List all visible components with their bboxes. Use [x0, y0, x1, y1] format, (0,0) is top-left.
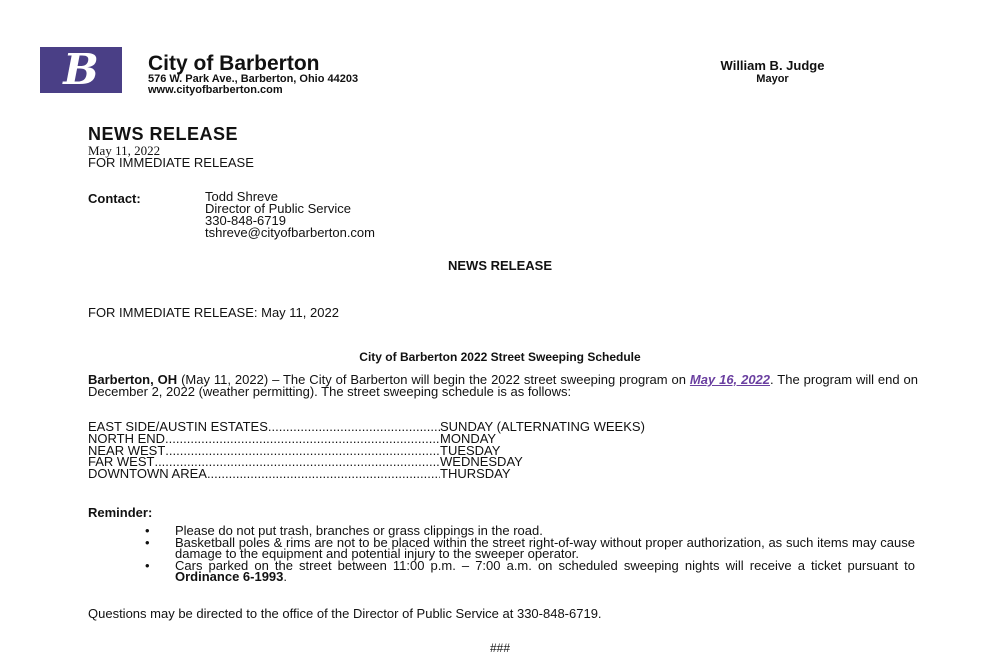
org-website: www.cityofbarberton.com	[148, 84, 283, 96]
list-item	[145, 557, 915, 584]
reminder-text: Basketball poles & rims are not to be placed within the street right-of-way without proper authorization, as such items may cause damage to the equipment and potential injury to the sweeper operator.	[175, 534, 915, 561]
release-immediate: FOR IMMEDIATE RELEASE	[88, 155, 254, 170]
contact-title: Director of Public Service	[205, 201, 351, 216]
schedule-area: EAST SIDE/AUSTIN ESTATES	[88, 421, 268, 433]
schedule-title: City of Barberton 2022 Street Sweeping Schedule	[359, 350, 641, 364]
reminder-text: Cars parked on the street between 11:00 p.m. – 7:00 a.m. on scheduled sweeping nights will receive a ticket pursuant to	[175, 557, 915, 573]
logo-letter: B	[63, 45, 99, 94]
schedule-day: THURSDAY	[440, 466, 511, 482]
schedule-area: NORTH END	[88, 432, 166, 445]
mayor-title: Mayor	[756, 73, 789, 85]
schedule-list	[88, 421, 645, 480]
end-mark: ###	[489, 641, 511, 655]
mayor-name: William B. Judge	[720, 58, 825, 73]
org-name: City of Barberton	[148, 52, 320, 75]
release-date: May 11, 2022	[88, 143, 161, 158]
contact-block	[205, 191, 375, 239]
schedule-area: DOWNTOWN AREA	[88, 468, 207, 480]
questions-line: Questions may be directed to the office of the Director of Public Service at 330-848-6719.	[88, 606, 602, 621]
list-item	[145, 534, 915, 561]
contact-phone: 330-848-6719	[205, 213, 286, 228]
org-address: 576 W. Park Ave., Barberton, Ohio 44203	[148, 73, 359, 85]
reminder-text: Please do not put trash, branches or grass clippings in the road.	[175, 523, 543, 538]
schedule-row	[88, 468, 645, 480]
schedule-row	[88, 442, 645, 458]
contact-email: tshreve@cityofbarberton.com	[205, 225, 375, 240]
contact-name: Todd Shreve	[205, 189, 278, 204]
release-line: FOR IMMEDIATE RELEASE: May 11, 2022	[88, 305, 339, 320]
bullet-icon: •	[145, 557, 150, 573]
schedule-day: TUESDAY	[440, 442, 501, 458]
schedule-day: MONDAY	[440, 430, 497, 446]
start-date-link[interactable]: May 16, 2022	[689, 372, 771, 387]
bullet-icon: •	[145, 523, 150, 538]
intro-paragraph	[88, 374, 918, 397]
ordinance-ref: Ordinance 6-1993	[175, 569, 284, 584]
contact-label: Contact:	[88, 191, 141, 206]
intro-text-2: . The program will end on December 2, 2022 (weather permitting). The street sweeping schedule is as follows:	[88, 372, 918, 399]
intro-text-1: (May 11, 2022) – The City of Barberton will begin the 2022 street sweeping program on	[177, 372, 690, 387]
schedule-row	[88, 430, 645, 446]
release-heading: NEWS RELEASE	[88, 124, 239, 144]
reminder-text-end: .	[283, 569, 288, 584]
schedule-row	[88, 456, 645, 468]
intro-lead: Barberton, OH	[88, 372, 178, 387]
bullet-icon: •	[145, 534, 150, 550]
reminder-label: Reminder:	[88, 505, 153, 520]
schedule-area: NEAR WEST	[88, 444, 166, 457]
center-heading: NEWS RELEASE	[447, 258, 552, 273]
city-logo	[40, 47, 122, 93]
schedule-day: WEDNESDAY	[440, 454, 523, 470]
reminder-list	[145, 525, 915, 583]
schedule-day: SUNDAY (ALTERNATING WEEKS)	[440, 419, 645, 434]
schedule-area: FAR WEST	[88, 456, 155, 469]
schedule-row	[88, 421, 645, 433]
